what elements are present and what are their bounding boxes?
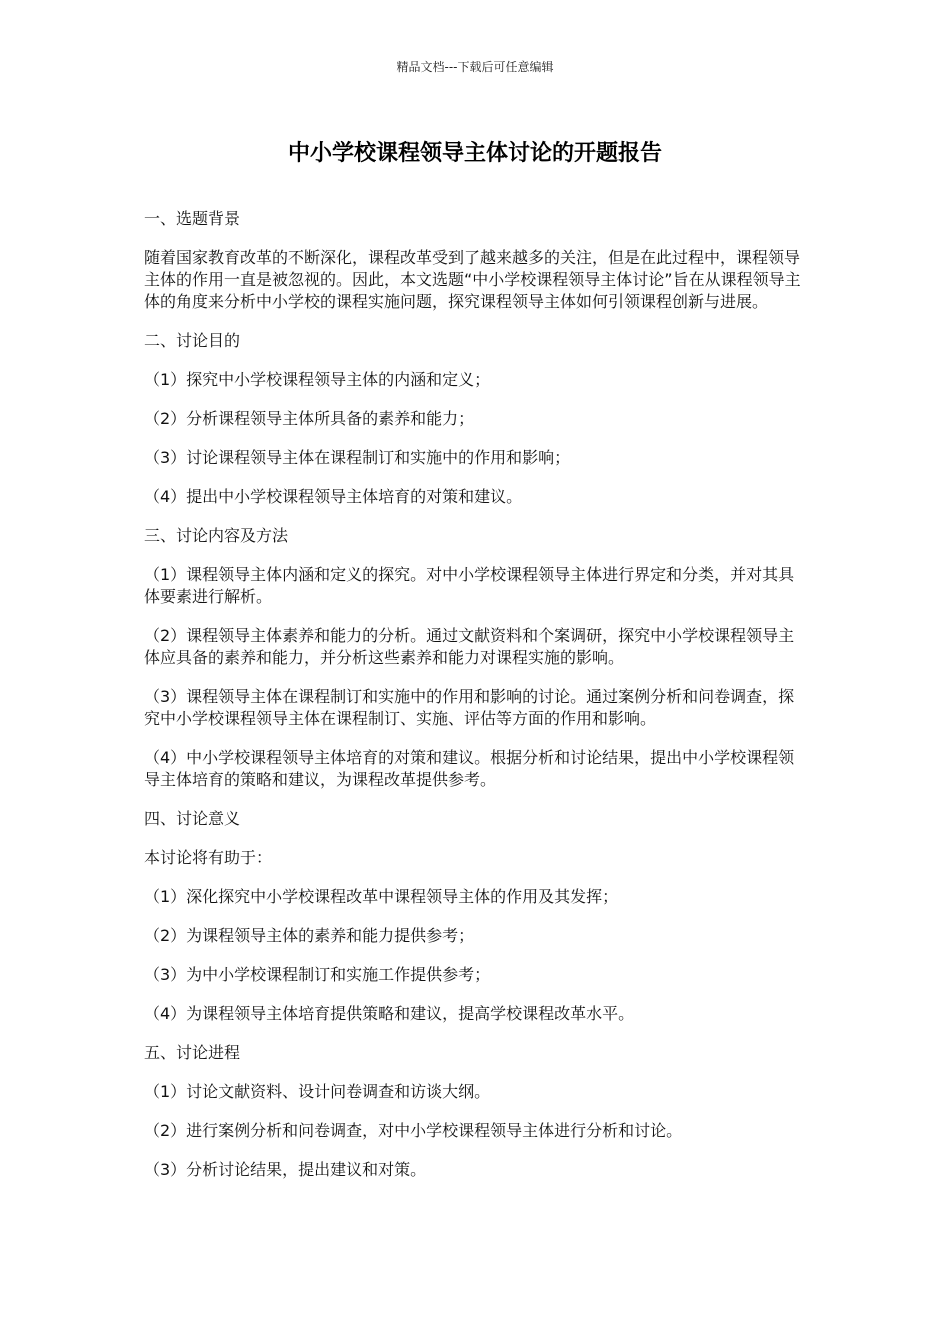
- section-heading-content: 三、讨论内容及方法: [144, 526, 289, 545]
- document-body: [144, 208, 809, 1198]
- significance-item: （1）深化探究中小学校课程改革中课程领导主体的作用及其发挥；: [144, 887, 619, 906]
- significance-item: （3）为中小学校课程制订和实施工作提供参考；: [144, 965, 491, 984]
- significance-item: （4）为课程领导主体培育提供策略和建议，提高学校课程改革水平。: [144, 1004, 635, 1023]
- purpose-item: （4）提出中小学校课程领导主体培育的对策和建议。: [144, 487, 523, 506]
- significance-item: （2）为课程领导主体的素养和能力提供参考；: [144, 926, 475, 945]
- significance-intro: 本讨论将有助于：: [144, 848, 273, 867]
- document-title: 中小学校课程领导主体讨论的开题报告: [287, 141, 662, 166]
- content-item: （3）课程领导主体在课程制订和实施中的作用和影响的讨论。通过案例分析和问卷调查，探究中小学校课程领导主体在课程制订、实施、评估等方面的作用和影响。: [144, 687, 795, 728]
- content-item: （2）课程领导主体素养和能力的分析。通过文献资料和个案调研，探究中小学校课程领导主体应具备的素养和能力，并分析这些素养和能力对课程实施的影响。: [144, 626, 795, 667]
- section-heading-significance: 四、讨论意义: [144, 809, 241, 828]
- progress-item: （2）进行案例分析和问卷调查，对中小学校课程领导主体进行分析和讨论。: [144, 1121, 683, 1140]
- progress-item: （3）分析讨论结果，提出建议和对策。: [144, 1160, 427, 1179]
- purpose-item: （1）探究中小学校课程领导主体的内涵和定义；: [144, 370, 491, 389]
- section-heading-progress: 五、讨论进程: [144, 1043, 241, 1062]
- purpose-item: （2）分析课程领导主体所具备的素养和能力；: [144, 409, 475, 428]
- section-heading-background: 一、选题背景: [144, 209, 241, 228]
- content-item: （4）中小学校课程领导主体培育的对策和建议。根据分析和讨论结果，提出中小学校课程领导主体培育的策略和建议，为课程改革提供参考。: [144, 748, 795, 789]
- background-paragraph: 随着国家教育改革的不断深化，课程改革受到了越来越多的关注，但是在此过程中，课程领导主体的作用一直是被忽视的。因此，本文选题“中小学校课程领导主体讨论”旨在从课程领导主体的角度来分析中小学校的课程实施问题，探究课程领导主体如何引领课程创新与进展。: [144, 248, 801, 311]
- purpose-item: （3）讨论课程领导主体在课程制订和实施中的作用和影响；: [144, 448, 571, 467]
- section-heading-purpose: 二、讨论目的: [144, 331, 241, 350]
- progress-item: （1）讨论文献资料、设计问卷调查和访谈大纲。: [144, 1082, 491, 1101]
- content-item: （1）课程领导主体内涵和定义的探究。对中小学校课程领导主体进行界定和分类，并对其具体要素进行解析。: [144, 565, 795, 606]
- page-header: 精品文档---下载后可任意编辑: [396, 60, 554, 74]
